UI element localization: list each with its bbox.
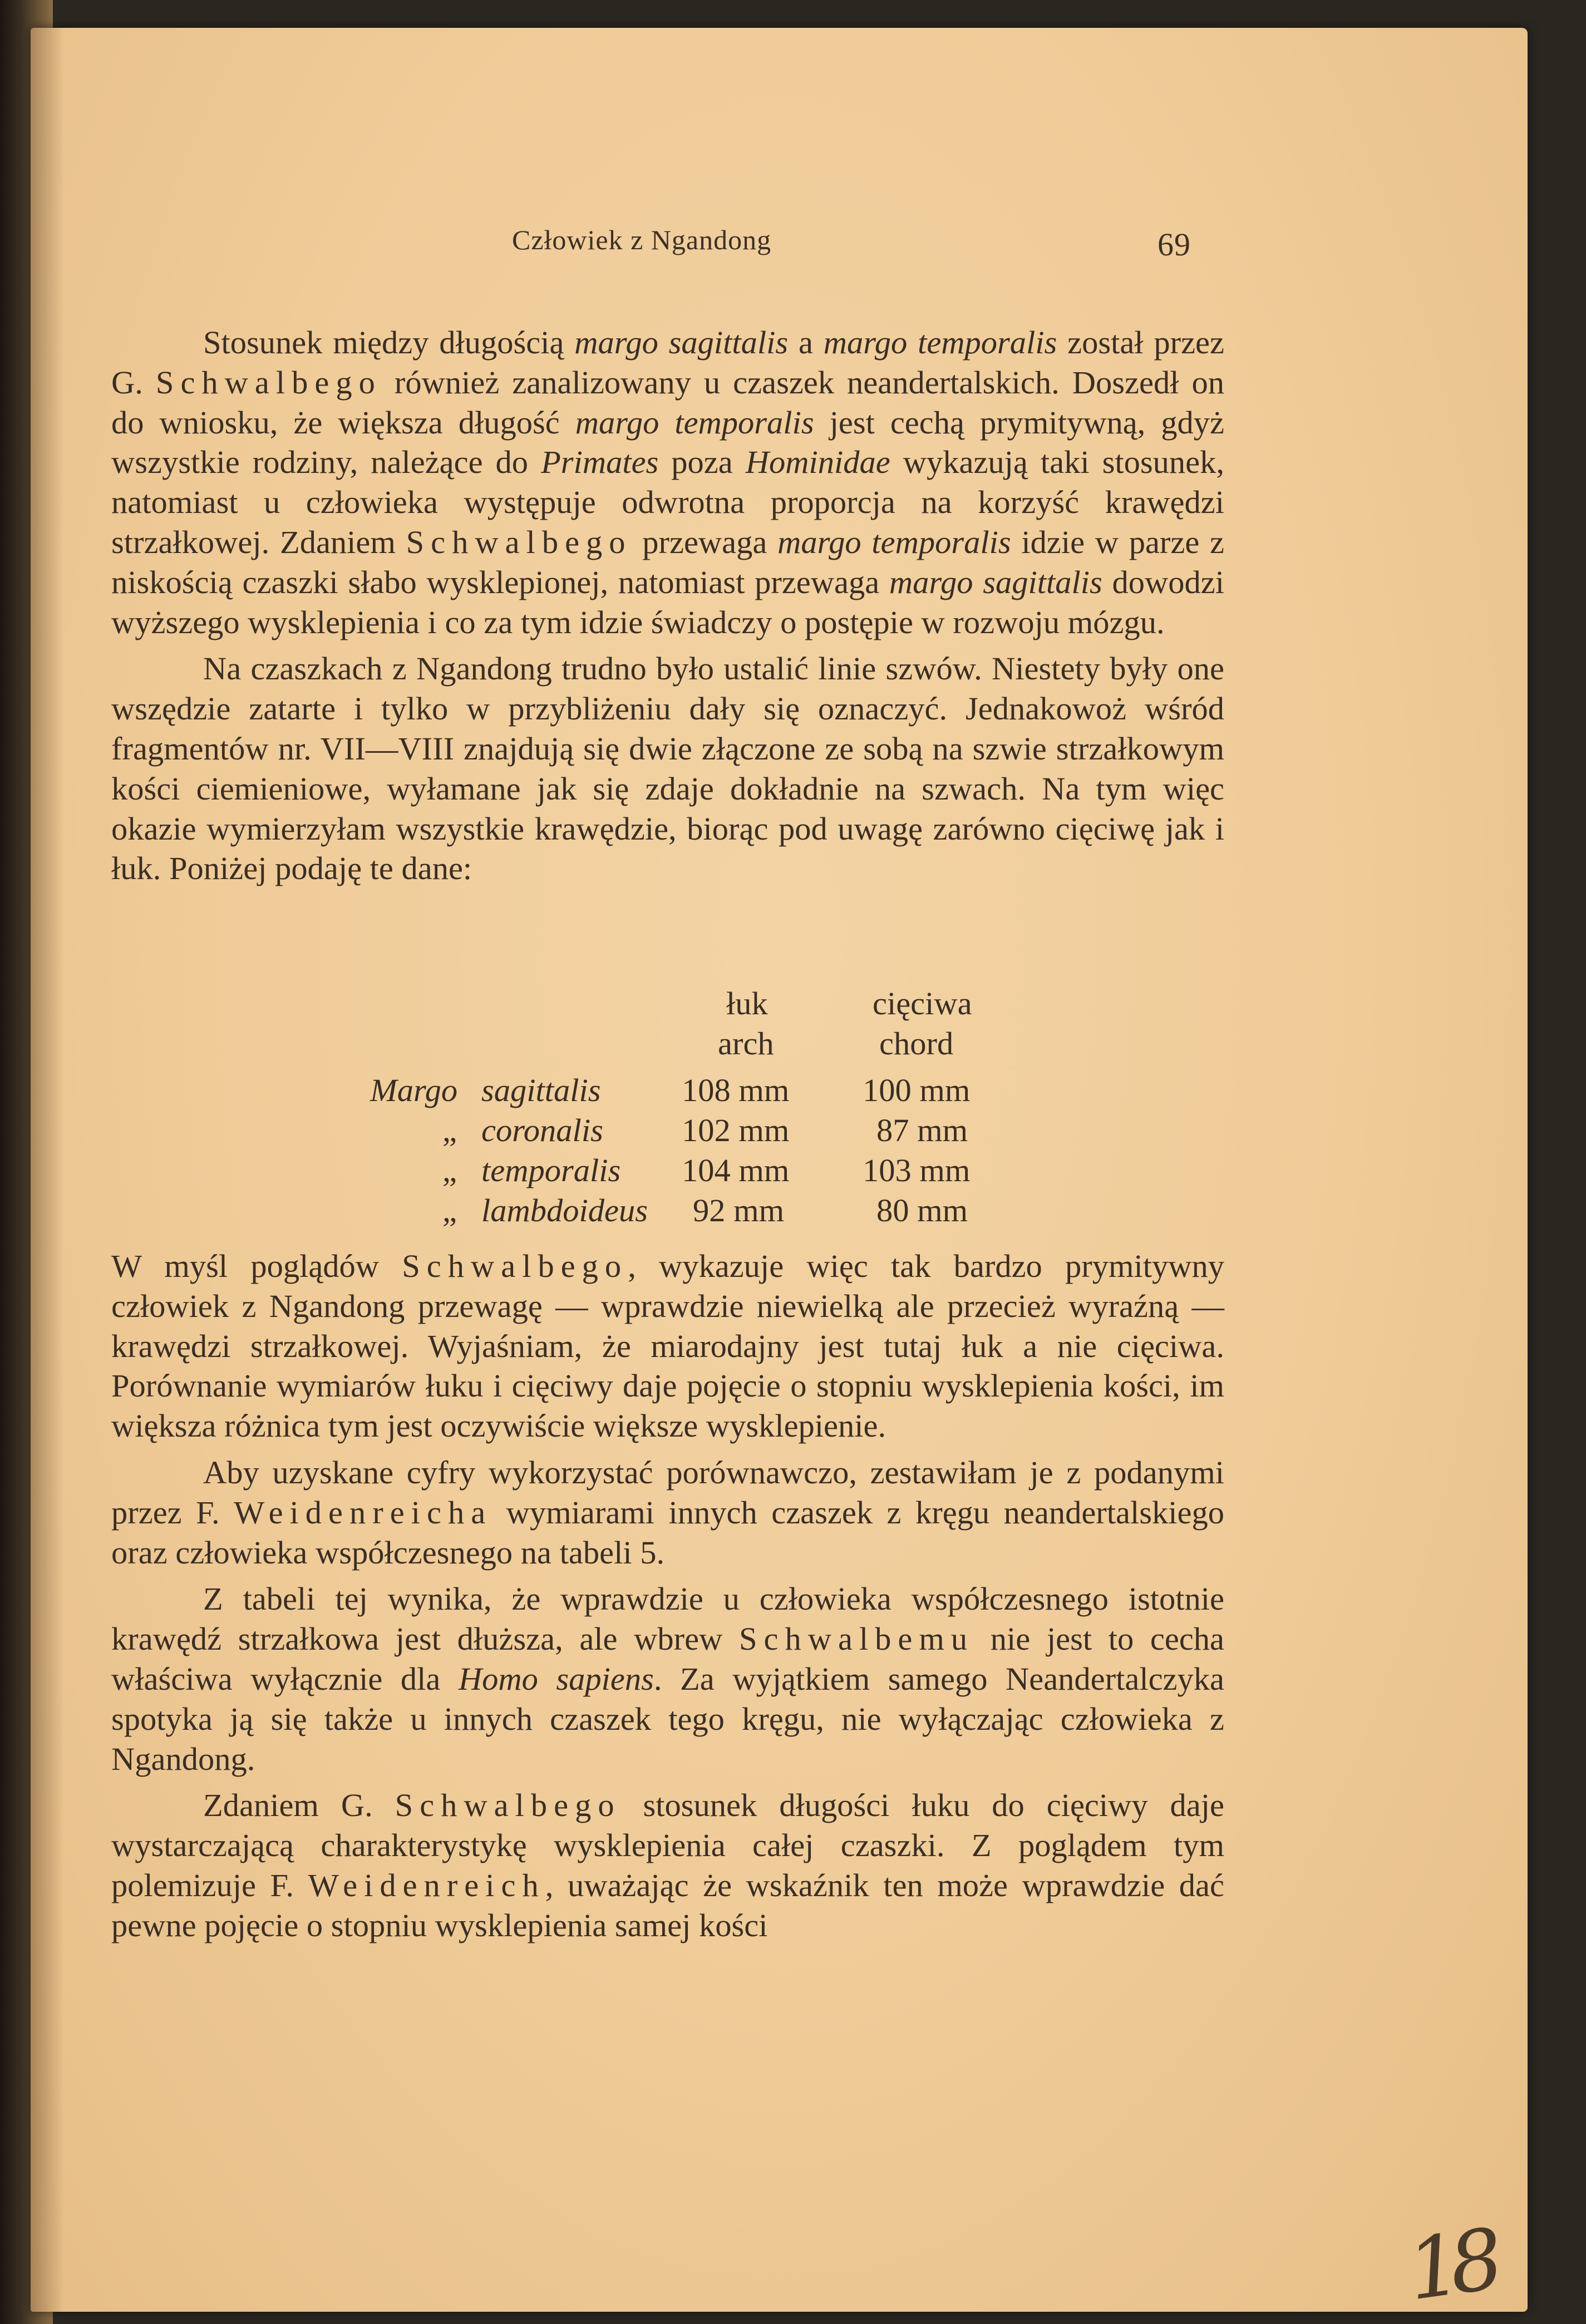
table-header-row-en — [111, 1024, 1224, 1064]
handwritten-note: 18 — [1401, 2212, 1499, 2320]
header-arch-en: arch — [718, 1025, 774, 1062]
header-chord-en: chord — [879, 1025, 954, 1062]
header-arch-pl: łuk — [726, 985, 768, 1022]
body-text-continued — [111, 1246, 1224, 1952]
table-row: „ coronalis 102 mm 87 mm — [442, 1112, 968, 1148]
header-chord-pl: cięciwa — [873, 985, 972, 1022]
paragraph-2: Na czaszkach z Ngandong trudno było ustalić linie szwów. Niestety były one wszędzie zatarte i tylko w przybliżeniu dały się oznaczyć. Jednakowoż wśród fragmentów nr. VII—VIII znajdują się dwie złączone ze sobą na szwie strzałkowym kości ciemieniowe, wyłamane jak się zdaje dokładnie na szwach. Na tym więc okazie wymierzyłam wszystkie krawędzie, biorąc pod uwagę zarówno cięciwę jak i łuk. Poniżej podaję te dane: — [111, 650, 1224, 887]
paragraph-3: W myśl poglądów Schwalbego, wykazuje więc tak bardzo prymitywny człowiek z Ngandong przewagę — wprawdzie niewielką ale przecież wyraźną — krawędzi strzałkowej. Wyjaśniam, że miarodajny jest tutaj łuk a nie cięciwa. Porównanie wymiarów łuku i cięciwy daje pojęcie o stopniu wysklepienia kości, im większa różnica tym jest oczywiście większe wysklepienie. — [111, 1248, 1224, 1444]
body-text — [111, 323, 1224, 895]
paragraph-5: Z tabeli tej wynika, że wprawdzie u człowieka współczesnego istotnie krawędź strzałkowa jest dłuższa, ale wbrew Schwalbemu nie jest to cecha właściwa wyłącznie dla Homo sapiens. Za wyjątkiem samego Neandertalczyka spotyka ją się także u innych czaszek tego kręgu, nie wyłączając człowieka z Ngandong. — [111, 1581, 1225, 1777]
running-title: Człowiek z Ngandong — [512, 224, 772, 255]
table-row: „ temporalis 104 mm 103 mm — [442, 1152, 971, 1188]
table-header-row-pl — [111, 984, 1224, 1024]
page-number: 69 — [1158, 226, 1191, 263]
table-row: „ lambdoideus 92 mm 80 mm — [442, 1192, 968, 1228]
paragraph-1: Stosunek między długością margo sagittalis a margo temporalis został przez G. Schwalbego również zanalizowany u czaszek neandertalskich. Doszedł on do wniosku, że większa długość margo temporalis jest cechą prymitywną, gdyż wszystkie rodziny, należące do Primates poza Hominidae wykazują taki stosunek, natomiast u człowieka występuje odwrotna proporcja na korzyść krawędzi strzałkowej. Zdaniem Schwalbego przewaga margo temporalis idzie w parze z niskością czaszki słabo wysklepionej, natomiast przewaga margo sagittalis dowodzi wyższego wysklepienia i co za tym idzie świadczy o postępie w rozwoju mózgu. — [111, 324, 1225, 640]
book-page — [31, 28, 1528, 2320]
paragraph-6: Zdaniem G. Schwalbego stosunek długości łuku do cięciwy daje wystarczającą charakterystykę wysklepienia całej czaszki. Z poglądem tym polemizuje F. Weidenreich, uważając że wskaźnik ten może wprawdzie dać pewne pojęcie o stopniu wysklepienia samej kości — [111, 1787, 1224, 1943]
running-header — [31, 224, 1528, 274]
paragraph-4: Aby uzyskane cyfry wykorzystać porównawczo, zestawiłam je z podanymi przez F. Weidenreicha wymiarami innych czaszek z kręgu neandertalskiego oraz człowieka współczesnego na tabeli 5. — [111, 1454, 1224, 1571]
measurement-table — [111, 984, 1224, 1231]
table-row: Margo sagittalis 108 mm 100 mm — [370, 1072, 971, 1108]
